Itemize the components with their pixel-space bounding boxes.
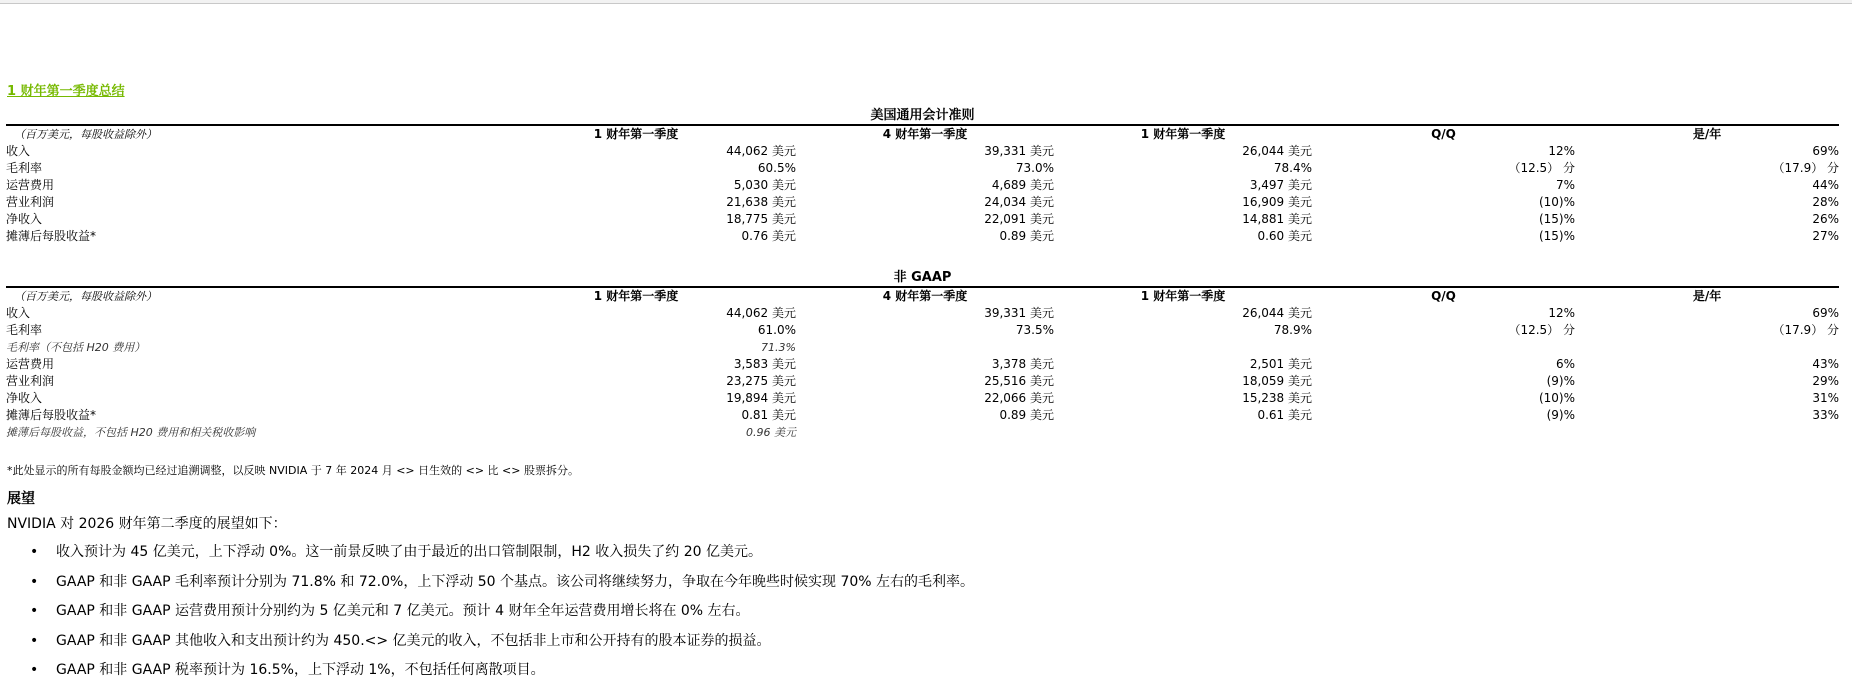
column-header: 是/年: [1692, 289, 1722, 303]
unit-note: （百万美元，每股收益除外）: [14, 290, 157, 303]
table-cell: 44,062 美元: [726, 306, 796, 320]
table-cell: 0.89 美元: [999, 229, 1054, 243]
table-cell: 21,638 美元: [726, 195, 796, 209]
footnote: *此处显示的所有每股金额均已经过追溯调整，以反映 NVIDIA 于 7 年 2024 月 <> 日生效的 <> 比 <> 股票拆分。: [7, 464, 579, 477]
table-cell: 60.5%: [757, 161, 796, 175]
list-item-text: GAAP 和非 GAAP 毛利率预计分别为 71.8% 和 72.0%，上下浮动 50 个基点。该公司将继续努力，争取在今年晚些时候实现 70% 左右的毛利率。: [56, 573, 975, 590]
table-cell: 24,034 美元: [984, 195, 1054, 209]
table-cell: 7%: [1555, 178, 1575, 192]
table-cell: 61.0%: [757, 323, 796, 337]
table-cell: 0.60 美元: [1257, 229, 1312, 243]
table-cell: 22,066 美元: [984, 391, 1054, 405]
table-cell: 39,331 美元: [984, 306, 1054, 320]
row-label: 营业利润: [6, 195, 55, 209]
table-cell: 0.61 美元: [1257, 408, 1312, 422]
table-cell: 27%: [1812, 229, 1840, 243]
table-cell: 44%: [1812, 178, 1840, 192]
table-cell: (9)%: [1546, 374, 1575, 388]
unit-note: （百万美元，每股收益除外）: [14, 128, 157, 141]
row-label: 毛利率（不包括 H20 费用）: [6, 341, 146, 354]
table-title-row: [6, 107, 1839, 125]
table-cell: 26,044 美元: [1242, 306, 1312, 320]
column-header: 1 财年第一季度: [1140, 289, 1226, 303]
list-item-text: GAAP 和非 GAAP 其他收入和支出预计约为 450.<> 亿美元的收入，不包括非上市和公开持有的股本证券的损益。: [56, 632, 771, 649]
row-label: 收入: [6, 306, 31, 320]
table-cell: [1312, 424, 1575, 441]
outlook-list: [0, 538, 974, 686]
table-cell: 44,062 美元: [726, 144, 796, 158]
table-row: [6, 211, 1839, 228]
table-cell: 5,030 美元: [733, 178, 796, 192]
table-cell: 12%: [1548, 306, 1575, 320]
table-cell: 73.5%: [1015, 323, 1054, 337]
list-item-text: GAAP 和非 GAAP 税率预计为 16.5%，上下浮动 1%，不包括任何离散项目。: [56, 662, 545, 678]
column-header: 1 财年第一季度: [593, 289, 679, 303]
table-cell: 22,091 美元: [984, 212, 1054, 226]
table-cell: （17.9） 分: [1772, 323, 1840, 337]
table-cell: [796, 339, 1054, 356]
table-cell: 28%: [1812, 195, 1840, 209]
table-cell: 15,238 美元: [1242, 391, 1312, 405]
row-label: 净收入: [6, 391, 43, 405]
table-cell: 26%: [1812, 212, 1840, 226]
table-cell: 71.3%: [761, 341, 796, 354]
row-label: 运营费用: [6, 178, 55, 192]
table-cell: 3,583 美元: [733, 357, 796, 371]
table-cell: 78.9%: [1273, 323, 1312, 337]
table-cell: (10)%: [1538, 195, 1575, 209]
table-cell: 12%: [1548, 144, 1575, 158]
top-divider: [0, 0, 1852, 4]
table-cell: 31%: [1812, 391, 1840, 405]
table-row: [6, 177, 1839, 194]
table-title: 美国通用会计准则: [6, 107, 1839, 125]
table-cell: 69%: [1812, 144, 1840, 158]
table-cell: （12.5） 分: [1508, 161, 1575, 175]
table-row: [6, 339, 1839, 356]
column-header: 1 财年第一季度: [593, 127, 679, 141]
row-label: 摊薄后每股收益*: [6, 408, 97, 422]
table-cell: (15)%: [1538, 212, 1575, 226]
table-cell: 16,909 美元: [1242, 195, 1312, 209]
table-title: 非 GAAP: [6, 269, 1839, 287]
table-cell: 23,275 美元: [726, 374, 796, 388]
table-row: [6, 160, 1839, 177]
row-label: 营业利润: [6, 374, 55, 388]
row-label: 毛利率: [6, 323, 43, 337]
table-cell: 2,501 美元: [1249, 357, 1312, 371]
table-cell: 0.76 美元: [741, 229, 796, 243]
section-link-q1-summary[interactable]: 1 财年第一季度总结: [7, 84, 125, 99]
row-label: 毛利率: [6, 161, 43, 175]
table-cell: 39,331 美元: [984, 144, 1054, 158]
bullet-icon: •: [30, 662, 39, 678]
table-row: [6, 194, 1839, 211]
table-cell: 73.0%: [1015, 161, 1054, 175]
table-cell: [1575, 339, 1839, 356]
table-cell: 29%: [1812, 374, 1840, 388]
table-row: [6, 424, 1839, 441]
table-cell: 25,516 美元: [984, 374, 1054, 388]
table-title-row: [6, 269, 1839, 287]
table-cell: 43%: [1812, 357, 1840, 371]
gaap-table: [6, 107, 1839, 245]
table-cell: 3,378 美元: [991, 357, 1054, 371]
table-header-row: [6, 125, 1839, 143]
table-cell: (15)%: [1538, 229, 1575, 243]
table-cell: [1575, 424, 1839, 441]
bullet-icon: •: [30, 632, 39, 649]
column-header: 4 财年第一季度: [882, 127, 968, 141]
bullet-icon: •: [30, 544, 39, 560]
table-cell: [1054, 424, 1312, 441]
table-cell: (9)%: [1546, 408, 1575, 422]
table-cell: 0.89 美元: [999, 408, 1054, 422]
table-cell: 6%: [1555, 357, 1575, 371]
table-cell: （12.5） 分: [1508, 323, 1575, 337]
list-item: [0, 568, 974, 598]
table-cell: 4,689 美元: [991, 178, 1054, 192]
table-cell: 78.4%: [1273, 161, 1312, 175]
table-row: [6, 390, 1839, 407]
row-label: 净收入: [6, 212, 43, 226]
bullet-icon: •: [30, 603, 39, 619]
bullet-icon: •: [30, 573, 39, 590]
table-cell: 19,894 美元: [726, 391, 796, 405]
row-label: 运营费用: [6, 357, 55, 371]
table-row: [6, 356, 1839, 373]
table-row: [6, 407, 1839, 424]
row-label: 收入: [6, 144, 31, 158]
table-row: [6, 228, 1839, 245]
table-row: [6, 143, 1839, 160]
table-cell: [1312, 339, 1575, 356]
table-row: [6, 373, 1839, 390]
list-item-text: GAAP 和非 GAAP 运营费用预计分别约为 5 亿美元和 7 亿美元。预计 4 财年全年运营费用增长将在 0% 左右。: [56, 603, 750, 619]
table-header-row: [6, 287, 1839, 305]
column-header: 4 财年第一季度: [882, 289, 968, 303]
table-cell: 14,881 美元: [1242, 212, 1312, 226]
table-cell: 3,497 美元: [1249, 178, 1312, 192]
row-label: 摊薄后每股收益*: [6, 229, 97, 243]
table-cell: 69%: [1812, 306, 1840, 320]
column-header: Q/Q: [1431, 289, 1456, 303]
table-cell: (10)%: [1538, 391, 1575, 405]
table-cell: 26,044 美元: [1242, 144, 1312, 158]
list-item: [0, 627, 974, 657]
table-cell: 33%: [1812, 408, 1840, 422]
table-cell: 0.96 美元: [746, 426, 796, 439]
table-cell: [796, 424, 1054, 441]
table-cell: 0.81 美元: [741, 408, 796, 422]
table-cell: 18,775 美元: [726, 212, 796, 226]
row-label: 摊薄后每股收益，不包括 H20 费用和相关税收影响: [6, 426, 256, 439]
column-header: 是/年: [1692, 127, 1722, 141]
outlook-intro: NVIDIA 对 2026 财年第二季度的展望如下：: [7, 516, 287, 532]
table-cell: （17.9） 分: [1772, 161, 1840, 175]
outlook-heading: 展望: [7, 491, 35, 507]
table-row: [6, 322, 1839, 339]
list-item: [0, 656, 974, 686]
table-cell: [1054, 339, 1312, 356]
list-item: [0, 538, 974, 568]
column-header: Q/Q: [1431, 127, 1456, 141]
column-header: 1 财年第一季度: [1140, 127, 1226, 141]
list-item: [0, 597, 974, 627]
table-row: [6, 305, 1839, 322]
list-item-text: 收入预计为 45 亿美元，上下浮动 0%。这一前景反映了由于最近的出口管制限制，H2 收入损失了约 20 亿美元。: [56, 544, 762, 560]
table-cell: 18,059 美元: [1242, 374, 1312, 388]
non-gaap-table: [6, 269, 1839, 441]
